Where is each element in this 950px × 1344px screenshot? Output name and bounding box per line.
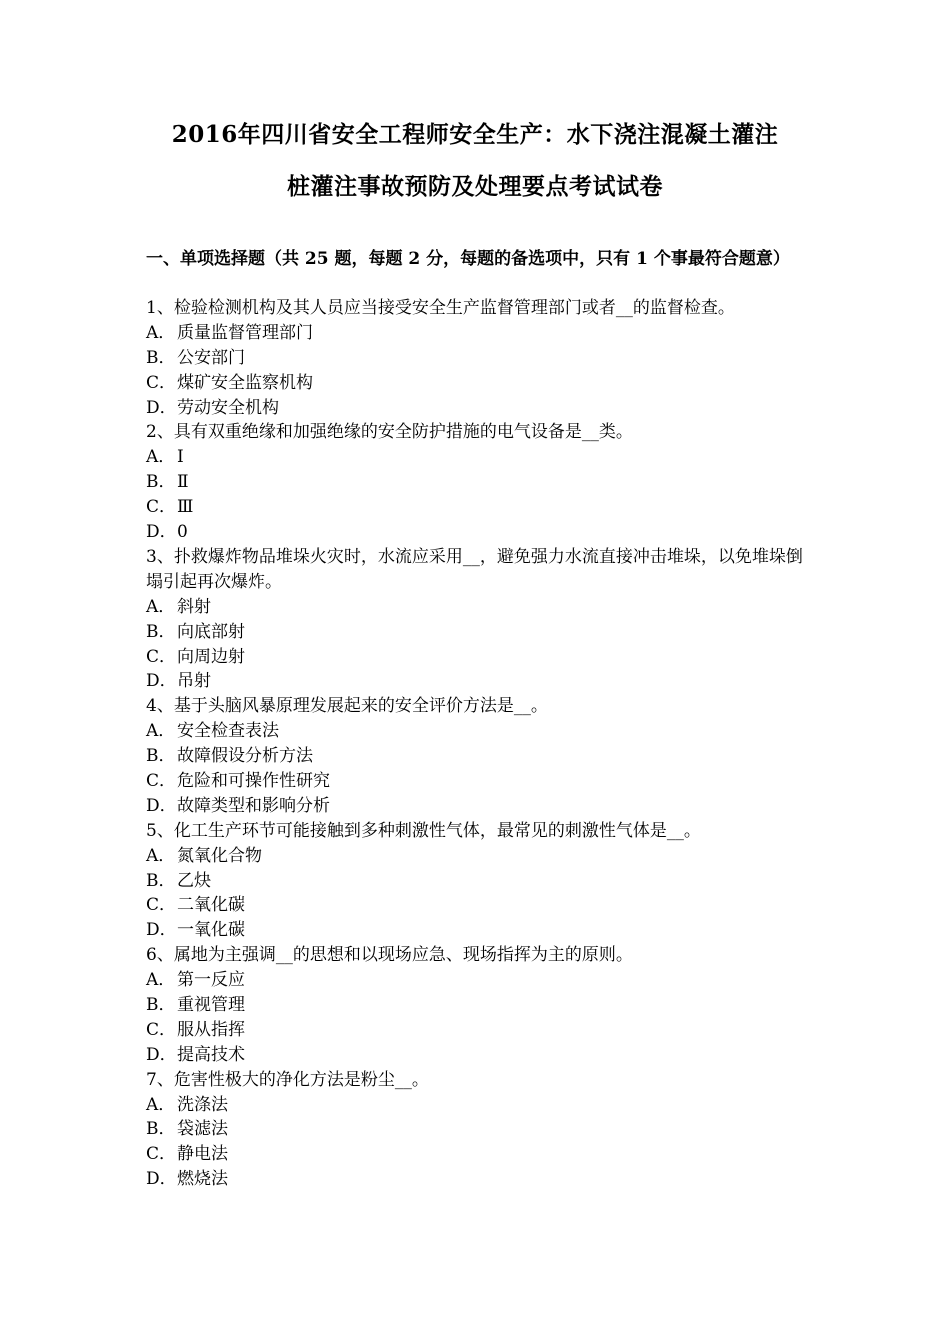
question-2 (146, 420, 816, 544)
option-letter: C． (146, 1144, 177, 1165)
question-4 (146, 694, 816, 818)
option-letter: C． (146, 1019, 177, 1040)
option-a (146, 595, 816, 620)
option-letter: B． (146, 1119, 176, 1140)
option-letter: D． (146, 920, 177, 941)
option-b (146, 744, 816, 769)
option-b (146, 869, 816, 894)
option-text: 向底部射 (177, 621, 245, 642)
option-c (146, 371, 816, 396)
option-text: 故障类型和影响分析 (177, 795, 330, 816)
option-letter: B． (146, 472, 176, 493)
option-a (146, 719, 816, 744)
question-stem: 7、危害性极大的净化方法是粉尘__。 (146, 1069, 429, 1090)
option-text: 氮氧化合物 (177, 845, 262, 866)
option-letter: B． (146, 870, 176, 891)
option-letter: B． (146, 746, 176, 767)
option-text: 袋滤法 (177, 1119, 228, 1140)
option-letter: A． (146, 721, 176, 742)
question-6 (146, 943, 816, 1067)
option-text: Ⅱ (177, 472, 189, 493)
option-c (146, 893, 816, 918)
option-text: 危险和可操作性研究 (177, 770, 330, 791)
option-c (146, 495, 816, 520)
option-letter: A． (146, 322, 176, 343)
option-letter: B． (146, 994, 176, 1015)
question-stem: 5、化工生产环节可能接触到多种刺激性气体，最常见的刺激性气体是__。 (146, 820, 701, 841)
document-title-line-1: 2016年四川省安全工程师安全生产：水下浇注混凝土灌注 (171, 121, 779, 148)
question-stem: 2、具有双重绝缘和加强绝缘的安全防护措施的电气设备是__类。 (146, 422, 633, 443)
option-text: 安全检查表法 (177, 721, 279, 742)
option-text: Ⅰ (177, 447, 184, 468)
question-7 (146, 1068, 816, 1192)
option-d (146, 669, 816, 694)
option-letter: D． (146, 397, 177, 418)
question-stem: 4、基于头脑风暴原理发展起来的安全评价方法是__。 (146, 696, 548, 717)
option-letter: A． (146, 1094, 176, 1115)
option-b (146, 1117, 816, 1142)
option-letter: C． (146, 895, 177, 916)
option-letter: D． (146, 671, 177, 692)
question-stem: 6、属地为主强调__的思想和以现场应急、现场指挥为主的原则。 (146, 945, 633, 966)
option-letter: D． (146, 1044, 177, 1065)
option-c (146, 1142, 816, 1167)
option-c (146, 645, 816, 670)
question-1 (146, 296, 816, 420)
option-letter: B． (146, 347, 176, 368)
option-text: 煤矿安全监察机构 (177, 372, 313, 393)
option-letter: D． (146, 1169, 177, 1190)
option-letter: C． (146, 646, 177, 667)
option-c (146, 769, 816, 794)
option-a (146, 968, 816, 993)
question-5 (146, 819, 816, 943)
option-b (146, 993, 816, 1018)
option-d (146, 794, 816, 819)
option-text: 第一反应 (177, 970, 245, 991)
question-stem: 3、扑救爆炸物品堆垛火灾时，水流应采用__，避免强力水流直接冲击堆垛，以免堆垛倒塌引起再次爆炸。 (146, 546, 803, 592)
option-d (146, 1043, 816, 1068)
option-text: 劳动安全机构 (177, 397, 279, 418)
option-letter: A． (146, 970, 176, 991)
option-text: 一氧化碳 (177, 920, 245, 941)
option-a (146, 844, 816, 869)
option-d (146, 520, 816, 545)
option-text: 公安部门 (177, 347, 245, 368)
section-heading: 一、单项选择题（共 25 题，每题 2 分，每题的备选项中，只有 1 个事最符合题意） (146, 249, 790, 269)
option-b (146, 470, 816, 495)
option-d (146, 918, 816, 943)
option-text: 质量监督管理部门 (177, 322, 313, 343)
option-text: 故障假设分析方法 (177, 746, 313, 767)
option-b (146, 346, 816, 371)
option-text: 服从指挥 (177, 1019, 245, 1040)
option-letter: D． (146, 522, 177, 543)
option-text: 二氧化碳 (177, 895, 245, 916)
option-letter: A． (146, 596, 176, 617)
option-text: Ⅲ (177, 497, 194, 518)
option-text: 重视管理 (177, 994, 245, 1015)
option-letter: B． (146, 621, 176, 642)
option-text: 洗涤法 (177, 1094, 228, 1115)
option-a (146, 1093, 816, 1118)
question-stem: 1、检验检测机构及其人员应当接受安全生产监督管理部门或者__的监督检查。 (146, 298, 735, 318)
option-d (146, 396, 816, 421)
question-3 (146, 545, 816, 694)
question-list (146, 296, 816, 1192)
option-text: 乙炔 (177, 870, 211, 891)
option-text: 静电法 (177, 1144, 228, 1165)
option-letter: A． (146, 447, 176, 468)
option-a (146, 445, 816, 470)
option-text: 燃烧法 (177, 1169, 228, 1190)
option-letter: C． (146, 770, 177, 791)
option-c (146, 1018, 816, 1043)
option-b (146, 620, 816, 645)
option-text: 提高技术 (177, 1044, 245, 1065)
option-text: 吊射 (177, 671, 211, 692)
option-d (146, 1167, 816, 1192)
option-letter: C． (146, 497, 177, 518)
option-letter: A． (146, 845, 176, 866)
document-title-line-2: 桩灌注事故预防及处理要点考试试卷 (287, 173, 663, 200)
option-text: 斜射 (177, 596, 211, 617)
option-a (146, 321, 816, 346)
option-text: 向周边射 (177, 646, 245, 667)
option-letter: D． (146, 795, 177, 816)
option-letter: C． (146, 372, 177, 393)
option-text: 0 (177, 522, 188, 543)
